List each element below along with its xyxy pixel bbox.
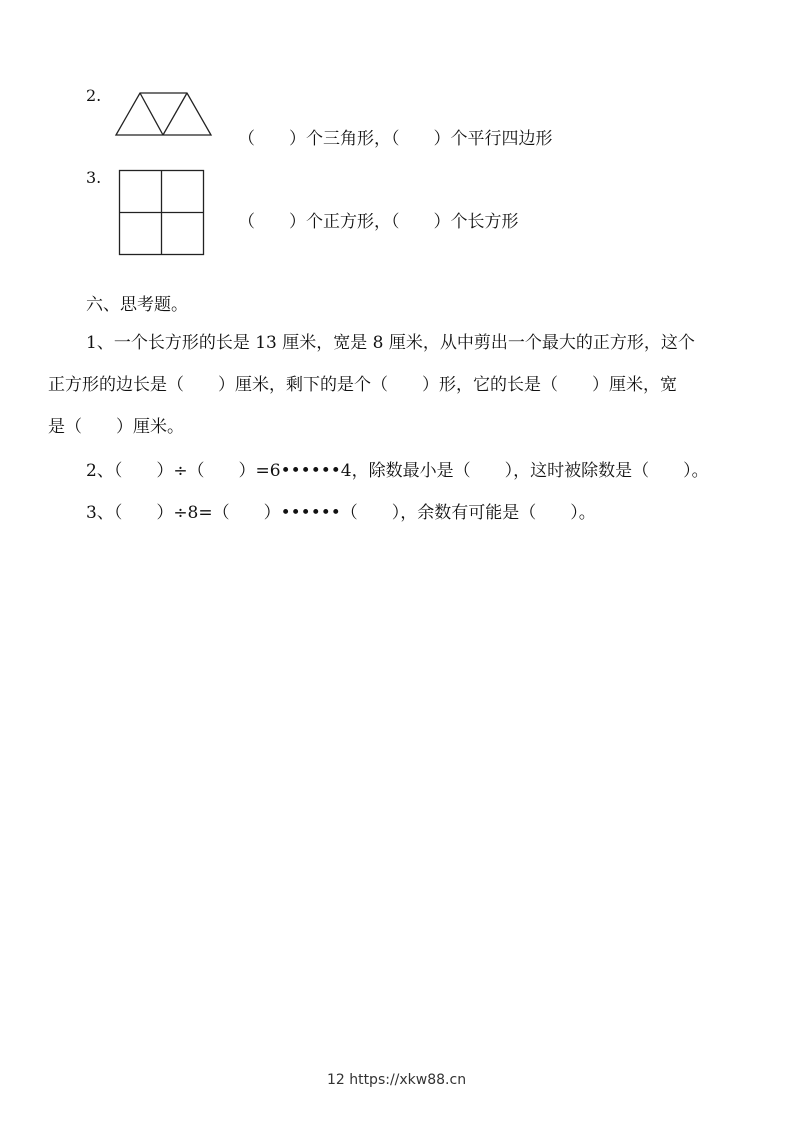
question-3-text: （ ）个正方形，（ ）个长方形 xyxy=(238,212,519,232)
section-6-item-2: 2、（ ）÷（ ）=6••••••4，除数最小是（ ），这时被除数是（ ）。 xyxy=(86,461,709,481)
trapezoid-outline xyxy=(116,93,211,135)
question-3-number: 3. xyxy=(86,168,102,187)
section-6-heading: 六、思考题。 xyxy=(86,295,188,315)
page-footer: 12 https://xkw88.cn xyxy=(326,1072,467,1088)
item-1-line-2: 正方形的边长是（ ）厘米，剩下的是个（ ）形，它的长是（ ）厘米，宽 xyxy=(48,375,677,395)
grid-square-figure xyxy=(118,169,206,257)
section-6-item-1 xyxy=(48,322,748,448)
item-1-line-3: 是（ ）厘米。 xyxy=(48,417,184,437)
section-6-item-3: 3、（ ）÷8=（ ）••••••（ ），余数有可能是（ ）。 xyxy=(86,503,596,523)
question-2-text: （ ）个三角形，（ ）个平行四边形 xyxy=(238,129,553,149)
trapezoid-figure xyxy=(113,90,213,140)
trapezoid-inner-line-1 xyxy=(140,93,163,135)
trapezoid-inner-line-2 xyxy=(163,93,187,135)
question-2-number: 2. xyxy=(86,86,102,105)
item-1-line-1: 1、一个长方形的长是 13 厘米，宽是 8 厘米，从中剪出一个最大的正方形，这个 xyxy=(86,333,695,353)
